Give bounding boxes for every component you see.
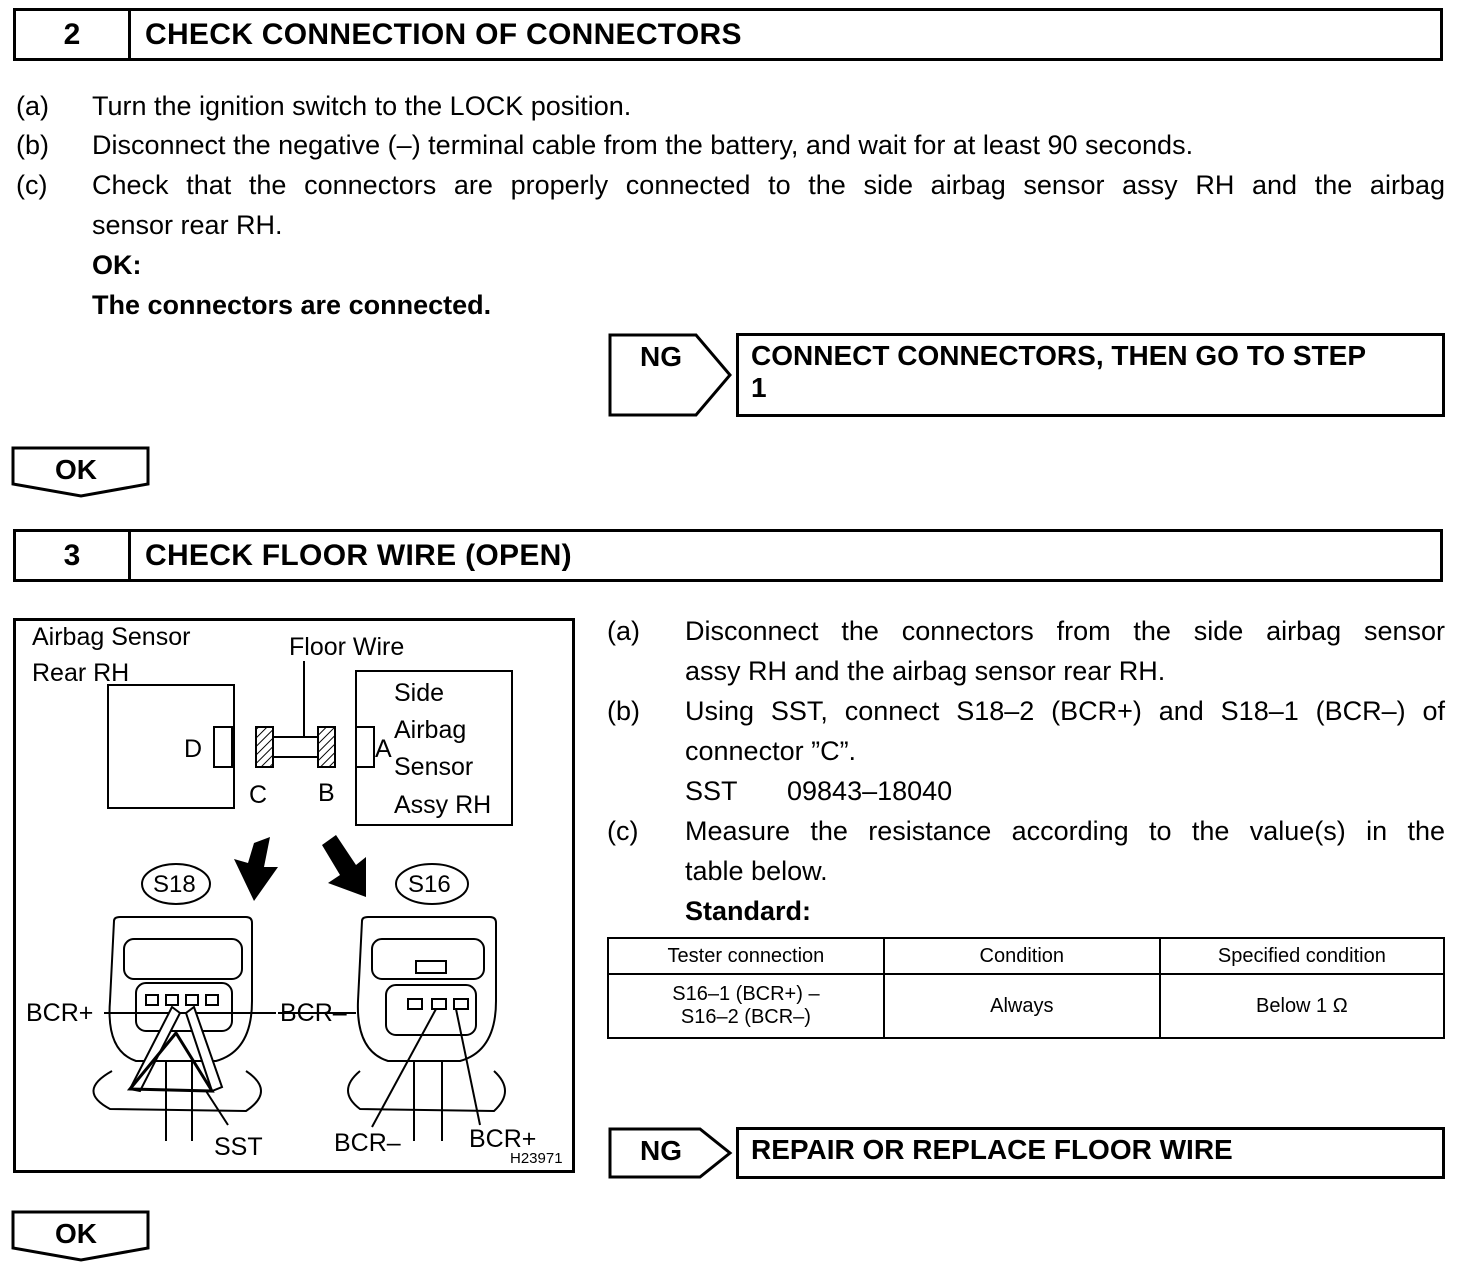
wiring-diagram xyxy=(13,618,575,1173)
side-sensor-label: Assy RH xyxy=(394,791,492,819)
item-label: (a) xyxy=(16,91,49,121)
table-row xyxy=(608,974,1444,1038)
bcr-minus-label: BCR– xyxy=(280,999,347,1027)
diagram-drawing xyxy=(16,621,572,1170)
item-label: (b) xyxy=(607,696,640,726)
item-label: (a) xyxy=(607,616,640,646)
sst-label: SST xyxy=(214,1133,263,1161)
table-header: Specified condition xyxy=(1160,938,1444,974)
item-label: (c) xyxy=(16,170,48,200)
bcr-plus-label: BCR+ xyxy=(469,1125,537,1153)
item-text: Turn the ignition switch to the LOCK position. xyxy=(92,91,632,121)
item-text: Disconnect the connectors from the side airbag sensor xyxy=(685,616,1445,646)
step-number: 2 xyxy=(16,11,131,58)
standard-label: Standard: xyxy=(685,896,812,926)
ng-action-line2: 1 xyxy=(751,372,767,403)
sst-label: SST xyxy=(685,776,738,806)
ok-label: OK: xyxy=(92,250,142,280)
ok-arrow-label: OK xyxy=(55,454,97,485)
ng-action-box xyxy=(736,333,1445,417)
ng-action-box xyxy=(736,1127,1445,1179)
connector-a-label: A xyxy=(375,735,392,763)
connector-s18-label: S18 xyxy=(153,871,196,898)
bcr-plus-label: BCR+ xyxy=(26,999,94,1027)
connection-line: S16–2 (BCR–) xyxy=(680,1006,811,1028)
item-label: (c) xyxy=(607,816,639,846)
ok-criteria: The connectors are connected. xyxy=(92,290,492,320)
table-cell: Always xyxy=(884,974,1160,1038)
side-sensor-label: Sensor xyxy=(394,753,474,781)
item-text: Measure the resistance according to the value(s) in the xyxy=(685,816,1445,846)
sst-number: 09843–18040 xyxy=(787,776,953,806)
bcr-minus-label: BCR– xyxy=(334,1129,401,1157)
ng-action-line1: CONNECT CONNECTORS, THEN GO TO STEP xyxy=(751,340,1367,371)
item-text-continued: table below. xyxy=(685,856,828,886)
table-header: Tester connection xyxy=(608,938,884,974)
floor-wire-label: Floor Wire xyxy=(289,633,405,661)
item-text-continued: sensor rear RH. xyxy=(92,210,283,240)
figure-id: H23971 xyxy=(510,1150,563,1167)
item-text: Disconnect the negative (–) terminal cable from the battery, and wait for at least 90 seconds. xyxy=(92,130,1194,160)
airbag-sensor-label: Airbag Sensor xyxy=(32,623,191,651)
item-text: Check that the connectors are properly connected to the side airbag sensor assy RH and the airbag xyxy=(92,170,1445,200)
standard-table xyxy=(607,937,1445,1039)
ng-label: NG xyxy=(640,341,682,372)
ok-arrow-label: OK xyxy=(55,1218,97,1249)
table-header: Condition xyxy=(884,938,1160,974)
airbag-sensor-label: Rear RH xyxy=(32,659,130,687)
side-sensor-label: Airbag xyxy=(394,716,467,744)
step-title: CHECK FLOOR WIRE (OPEN) xyxy=(145,538,572,572)
connector-s16-label: S16 xyxy=(408,871,451,898)
item-label: (b) xyxy=(16,130,49,160)
item-text-continued: assy RH and the airbag sensor rear RH. xyxy=(685,656,1166,686)
item-text: Using SST, connect S18–2 (BCR+) and S18–1 (BCR–) of xyxy=(685,696,1445,726)
step-2-header xyxy=(13,8,1443,61)
connection-line: S16–1 (BCR+) – xyxy=(672,983,820,1005)
step-number: 3 xyxy=(16,532,131,579)
table-cell: Below 1 Ω xyxy=(1160,974,1444,1038)
table-cell xyxy=(608,974,884,1038)
item-text-continued: connector ”C”. xyxy=(685,736,857,766)
ng-label: NG xyxy=(640,1135,682,1166)
connector-c-label: C xyxy=(249,781,268,809)
connector-b-label: B xyxy=(318,779,335,807)
step-3-header xyxy=(13,529,1443,582)
side-sensor-label: Side xyxy=(394,679,445,707)
step-title: CHECK CONNECTION OF CONNECTORS xyxy=(145,17,742,51)
connector-d-label: D xyxy=(184,735,203,763)
ng-action-text: REPAIR OR REPLACE FLOOR WIRE xyxy=(751,1134,1233,1165)
